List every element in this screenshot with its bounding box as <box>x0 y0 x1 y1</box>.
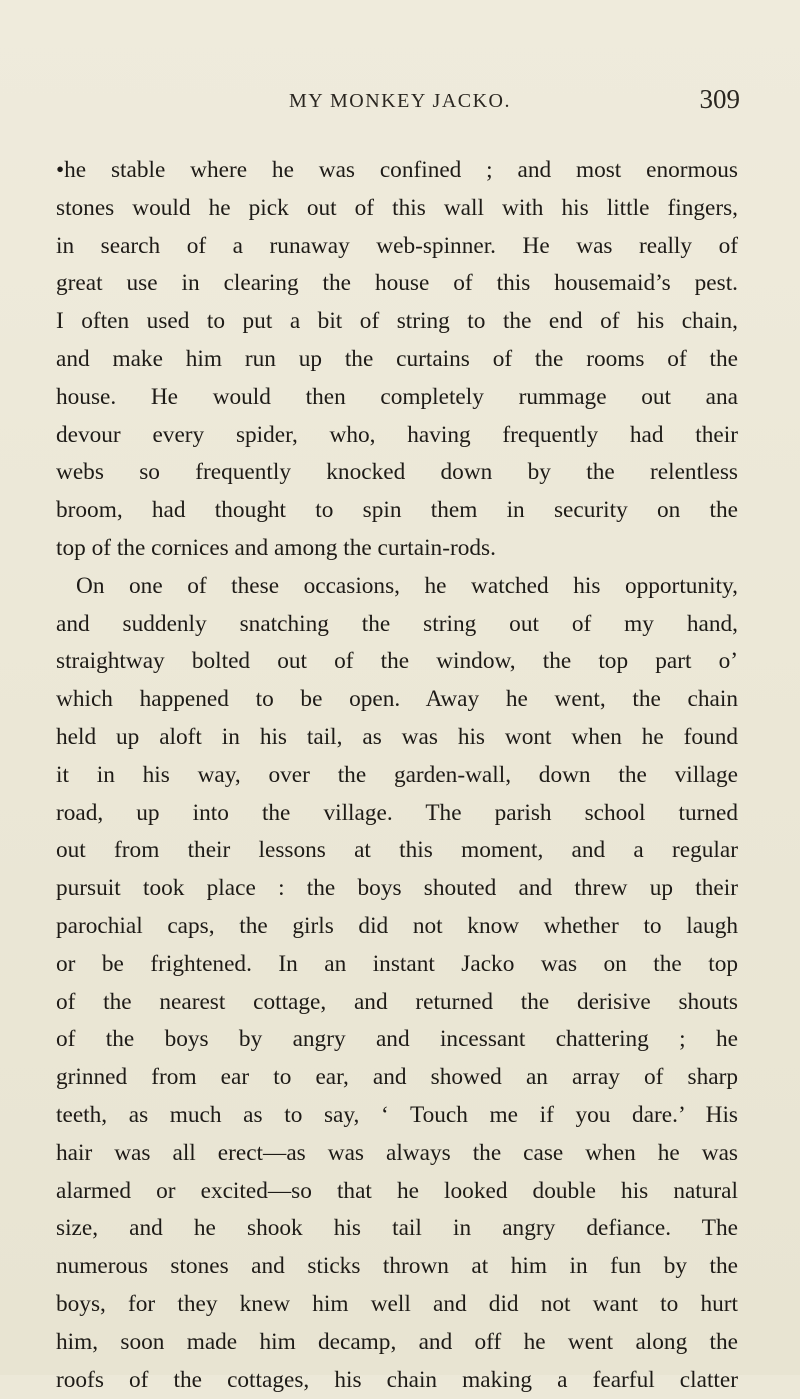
text-line: size, and he shook his tail in angry defiance. The <box>56 1210 738 1248</box>
text-line: On one of these occasions, he watched his opportunity, <box>56 568 738 606</box>
text-line: •he stable where he was confined ; and most enormous <box>56 152 738 190</box>
body-text <box>56 152 738 1399</box>
page-header <box>0 84 800 124</box>
text-line: him, soon made him decamp, and off he went along the <box>56 1324 738 1362</box>
text-line: or be frightened. In an instant Jacko was on the top <box>56 946 738 984</box>
text-line: broom, had thought to spin them in security on the <box>56 492 738 530</box>
text-line: alarmed or excited—so that he looked double his natural <box>56 1173 738 1211</box>
text-line: devour every spider, who, having frequently had their <box>56 417 738 455</box>
text-line: I often used to put a bit of string to the end of his chain, <box>56 303 738 341</box>
text-line: hair was all erect—as was always the case when he was <box>56 1135 738 1173</box>
page-number: 309 <box>700 84 741 115</box>
text-line: roofs of the cottages, his chain making a fearful clatter <box>56 1362 738 1399</box>
text-line: held up aloft in his tail, as was his wont when he found <box>56 719 738 757</box>
text-line: boys, for they knew him well and did not want to hurt <box>56 1286 738 1324</box>
text-line: of the boys by angry and incessant chattering ; he <box>56 1021 738 1059</box>
text-line: road, up into the village. The parish school turned <box>56 795 738 833</box>
text-line: house. He would then completely rummage out ana <box>56 379 738 417</box>
text-line: and make him run up the curtains of the rooms of the <box>56 341 738 379</box>
text-line: which happened to be open. Away he went, the chain <box>56 681 738 719</box>
text-line: and suddenly snatching the string out of my hand, <box>56 606 738 644</box>
text-line: straightway bolted out of the window, the top part o’ <box>56 643 738 681</box>
text-line: teeth, as much as to say, ‘ Touch me if you dare.’ His <box>56 1097 738 1135</box>
text-line: numerous stones and sticks thrown at him in fun by the <box>56 1248 738 1286</box>
text-line: in search of a runaway web-spinner. He was really of <box>56 228 738 266</box>
text-line: top of the cornices and among the curtain-rods. <box>56 530 738 568</box>
text-line: pursuit took place : the boys shouted and threw up their <box>56 870 738 908</box>
text-line: of the nearest cottage, and returned the derisive shouts <box>56 984 738 1022</box>
text-line: stones would he pick out of this wall with his little fingers, <box>56 190 738 228</box>
text-line: it in his way, over the garden-wall, down the village <box>56 757 738 795</box>
text-line: out from their lessons at this moment, and a regular <box>56 832 738 870</box>
text-line: webs so frequently knocked down by the relentless <box>56 454 738 492</box>
text-line: parochial caps, the girls did not know whether to laugh <box>56 908 738 946</box>
running-head: MY MONKEY JACKO. <box>0 90 800 113</box>
text-line: grinned from ear to ear, and showed an array of sharp <box>56 1059 738 1097</box>
text-line: great use in clearing the house of this housemaid’s pest. <box>56 265 738 303</box>
